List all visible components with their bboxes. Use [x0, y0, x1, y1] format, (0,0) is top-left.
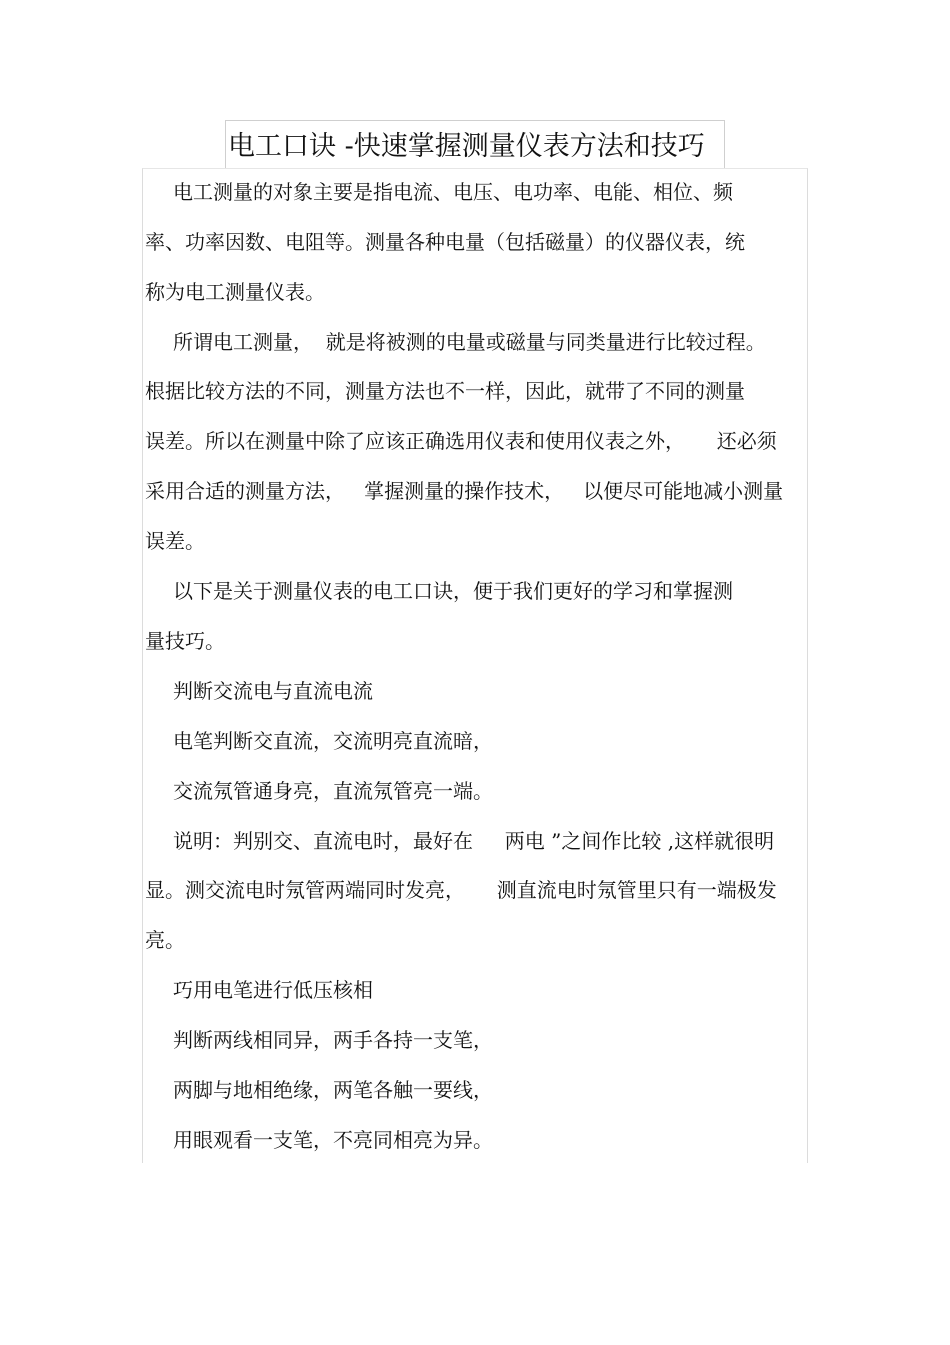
paragraph-line: 电工测量的对象主要是指电流、电压、电功率、电能、相位、频	[173, 180, 733, 204]
paragraph-line: 以下是关于测量仪表的电工口诀，便于我们更好的学习和掌握测	[173, 579, 733, 603]
verse-line: 两脚与地相绝缘，两笔各触一要线，	[173, 1078, 493, 1102]
paragraph-line: 所谓电工测量， 就是将被测的电量或磁量与同类量进行比较过程。	[173, 330, 766, 354]
paragraph-line: 称为电工测量仪表。	[145, 280, 325, 304]
verse-line: 判断两线相同异，两手各持一支笔，	[173, 1028, 493, 1052]
paragraph-line: 量技巧。	[145, 629, 225, 653]
paragraph-line: 率、功率因数、电阻等。测量各种电量（包括磁量）的仪器仪表，统	[145, 230, 745, 254]
paragraph-line: 说明：判别交、直流电时，最好在 两电 ”之间作比较 ,这样就很明	[173, 829, 775, 853]
paragraph-line: 显。测交流电时氖管两端同时发亮， 测直流电时氖管里只有一端极发	[145, 878, 777, 902]
section-heading: 巧用电笔进行低压核相	[173, 978, 373, 1002]
verse-line: 电笔判断交直流，交流明亮直流暗，	[173, 729, 493, 753]
verse-line: 交流氖管通身亮，直流氖管亮一端。	[173, 779, 493, 803]
content-frame	[142, 168, 808, 1163]
paragraph-line: 误差。	[145, 529, 205, 553]
paragraph-line: 亮。	[145, 928, 185, 952]
paragraph-line: 误差。所以在测量中除了应该正确选用仪表和使用仪表之外， 还必须	[145, 429, 777, 453]
section-heading: 判断交流电与直流电流	[173, 679, 373, 703]
verse-line: 用眼观看一支笔，不亮同相亮为异。	[173, 1128, 493, 1152]
document-title: 电工口诀 -快速掌握测量仪表方法和技巧	[228, 131, 705, 162]
paragraph-line: 根据比较方法的不同，测量方法也不一样，因此，就带了不同的测量	[145, 379, 745, 403]
paragraph-line: 采用合适的测量方法， 掌握测量的操作技术， 以便尽可能地减小测量	[145, 479, 784, 503]
